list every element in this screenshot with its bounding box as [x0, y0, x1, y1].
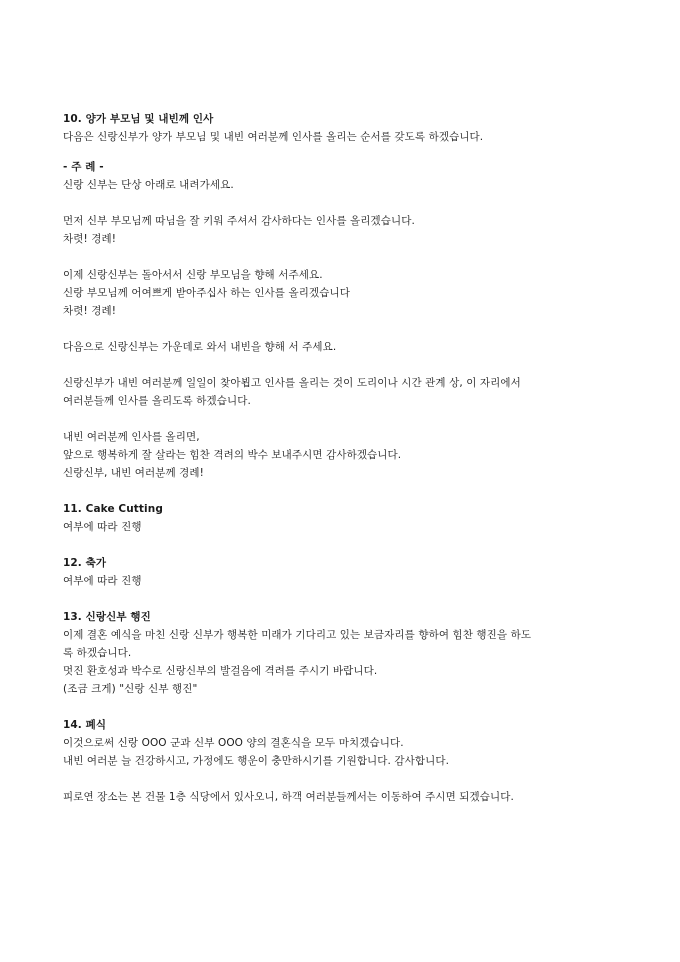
section-10-p5b: 여러분들께 인사를 올리도록 하겠습니다.	[63, 395, 251, 407]
spacer	[63, 536, 623, 554]
section-10-p1: 신랑 신부는 단상 아래로 내려가세요.	[63, 179, 234, 191]
section-10-p3c: 차렷! 경례!	[63, 305, 117, 317]
section-11-body: 여부에 따라 진행	[63, 521, 142, 533]
officiant-label: - 주 례 -	[63, 161, 104, 173]
section-11-heading: 11. Cake Cutting	[63, 503, 163, 515]
spacer	[63, 698, 623, 716]
section-14-p2: 내빈 여러분 늘 건강하시고, 가정에도 행운이 충만하시기를 기원합니다. 감사합니다.	[63, 755, 450, 767]
spacer	[63, 356, 623, 374]
section-10-intro: 다음은 신랑신부가 양가 부모님 및 내빈 여러분께 인사를 올리는 순서를 갖도록 하겠습니다.	[63, 131, 484, 143]
section-13-p1b: 록 하겠습니다.	[63, 647, 132, 659]
section-10-p6c: 신랑신부, 내빈 여러분께 경례!	[63, 467, 204, 479]
section-14-p3: 피로연 장소는 본 건물 1층 식당에서 있사오니, 하객 여러분들께서는 이동하여 주시면 되겠습니다.	[63, 791, 514, 803]
section-10-p4: 다음으로 신랑신부는 가운데로 와서 내빈을 향해 서 주세요.	[63, 341, 337, 353]
section-10-p2b: 차렷! 경례!	[63, 233, 117, 245]
spacer	[63, 194, 623, 212]
spacer	[63, 410, 623, 428]
section-10-p5a: 신랑신부가 내빈 여러분께 일일이 찾아뵙고 인사를 올리는 것이 도리이나 시간 관계 상, 이 자리에서	[63, 377, 521, 389]
section-13-p1a: 이제 결혼 예식을 마친 신랑 신부가 행복한 미래가 기다리고 있는 보금자리를 향하여 힘찬 행진을 하도	[63, 629, 532, 641]
section-12-heading: 12. 축가	[63, 557, 107, 569]
section-10-p6a: 내빈 여러분께 인사를 올리면,	[63, 431, 200, 443]
section-10-p2a: 먼저 신부 부모님께 따님을 잘 키워 주셔서 감사하다는 인사를 올리겠습니다.	[63, 215, 415, 227]
spacer	[63, 320, 623, 338]
section-14-p1: 이것으로써 신랑 OOO 군과 신부 OOO 양의 결혼식을 모두 마치겠습니다.	[63, 737, 404, 749]
spacer	[63, 770, 623, 788]
section-10-p3a: 이제 신랑신부는 돌아서서 신랑 부모님을 향해 서주세요.	[63, 269, 323, 281]
document-page	[63, 110, 623, 806]
section-10-p6b: 앞으로 행복하게 잘 살라는 힘찬 격려의 박수 보내주시면 감사하겠습니다.	[63, 449, 402, 461]
section-13-p3: (조금 크게) "신랑 신부 행진"	[63, 683, 198, 695]
section-12-body: 여부에 따라 진행	[63, 575, 142, 587]
section-10-p3b: 신랑 부모님께 어여쁘게 받아주십사 하는 인사를 올리겠습니다	[63, 287, 350, 299]
spacer	[63, 146, 623, 158]
section-13-heading: 13. 신랑신부 행진	[63, 611, 151, 623]
spacer	[63, 482, 623, 500]
spacer	[63, 590, 623, 608]
section-10-heading: 10. 양가 부모님 및 내빈께 인사	[63, 113, 214, 125]
section-13-p2: 멋진 환호성과 박수로 신랑신부의 발걸음에 격려를 주시기 바랍니다.	[63, 665, 378, 677]
spacer	[63, 248, 623, 266]
section-14-heading: 14. 폐식	[63, 719, 107, 731]
